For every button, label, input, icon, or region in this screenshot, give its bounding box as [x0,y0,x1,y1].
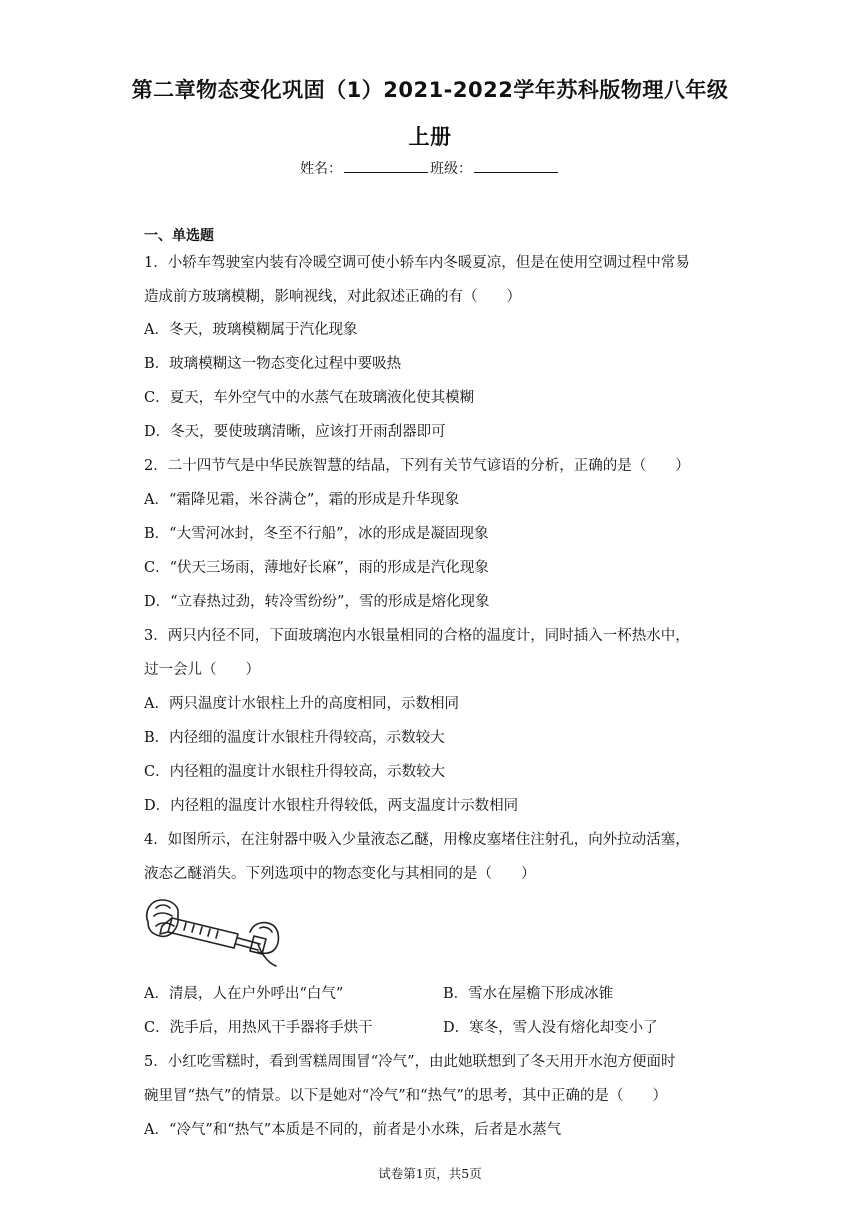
section-heading: 一、单选题 [144,228,214,244]
question-2-option-a: A．“霜降见霜，米谷满仓”，霜的形成是升华现象 [144,492,460,508]
question-4-option-d: D．寒冬，雪人没有熔化却变小了 [443,1020,658,1036]
question-2-stem-line-1: 2．二十四节气是中华民族智慧的结晶，下列有关节气谚语的分析，正确的是（ ） [144,458,690,474]
question-1-option-c: C．夏天，车外空气中的水蒸气在玻璃液化使其模糊 [144,390,475,406]
name-blank[interactable] [344,160,428,173]
question-3-stem-line-2: 过一会儿（ ） [144,662,260,678]
plunger-rod [236,938,260,950]
question-2-option-c: C．“伏天三场雨，薄地好长麻”，雨的形成是汽化现象 [144,560,489,576]
exam-title-line-1: 第二章物态变化巩固（1）2021-2022学年苏科版物理八年级 [131,78,729,102]
question-3-option-d: D．内径粗的温度计水银柱升得较低，两支温度计示数相同 [144,798,519,814]
question-3-option-c: C．内径粗的温度计水银柱升得较高，示数较大 [144,764,446,780]
question-5-stem-line-2: 碗里冒“热气”的情景。以下是她对“冷气”和“热气”的思考，其中正确的是（ ） [144,1088,667,1104]
question-3-option-b: B．内径细的温度计水银柱升得较高，示数较大 [144,730,445,746]
question-4-stem-line-2: 液态乙醚消失。下列选项中的物态变化与其相同的是（ ） [144,866,536,882]
question-1-stem-line-2: 造成前方玻璃模糊，影响视线，对此叙述正确的有（ ） [144,289,521,305]
question-4-option-b: B．雪水在屋檐下形成冰锥 [443,986,614,1002]
question-4-stem-line-1: 4．如图所示，在注射器中吸入少量液态乙醚，用橡皮塞堵住注射孔，向外拉动活塞， [144,832,690,848]
question-4-option-c: C．洗手后，用热风干手器将手烘干 [144,1020,373,1036]
question-2-option-b: B．“大雪河冰封，冬至不行船”，冰的形成是凝固现象 [144,526,489,542]
question-1-stem-line-1: 1．小轿车驾驶室内装有冷暖空调可使小轿车内冬暖夏凉，但是在使用空调过程中常易 [144,255,690,271]
class-blank[interactable] [474,160,558,173]
question-5-option-a: A．“冷气”和“热气”本质是不同的，前者是小水珠，后者是水蒸气 [144,1122,562,1138]
right-hand-fingers [258,927,276,966]
question-1-option-a: A．冬天，玻璃模糊属于汽化现象 [144,322,358,338]
syringe-figure [142,892,282,972]
name-label: 姓名： [300,161,342,177]
question-3-stem-line-1: 3．两只内径不同，下面玻璃泡内水银量相同的合格的温度计，同时插入一杯热水中， [144,628,690,644]
question-4-option-a: A．清晨，人在户外呼出“白气” [144,986,344,1002]
class-label: 班级： [430,161,472,177]
exam-title-line-2: 上册 [408,125,452,149]
question-5-stem-line-1: 5．小红吃雪糕时，看到雪糕周围冒“冷气”，由此她联想到了冬天用开水泡方便面时 [144,1054,676,1070]
question-3-option-a: A．两只温度计水银柱上升的高度相同，示数相同 [144,696,459,712]
question-1-option-b: B．玻璃模糊这一物态变化过程中要吸热 [144,356,402,372]
question-1-option-d: D．冬天，要使玻璃清晰，应该打开雨刮器即可 [144,424,446,440]
student-info-line [0,158,860,178]
page-footer: 试卷第1页，共5页 [378,1166,482,1181]
question-2-option-d: D．“立春热过劲，转冷雪纷纷”，雪的形成是熔化现象 [144,594,490,610]
